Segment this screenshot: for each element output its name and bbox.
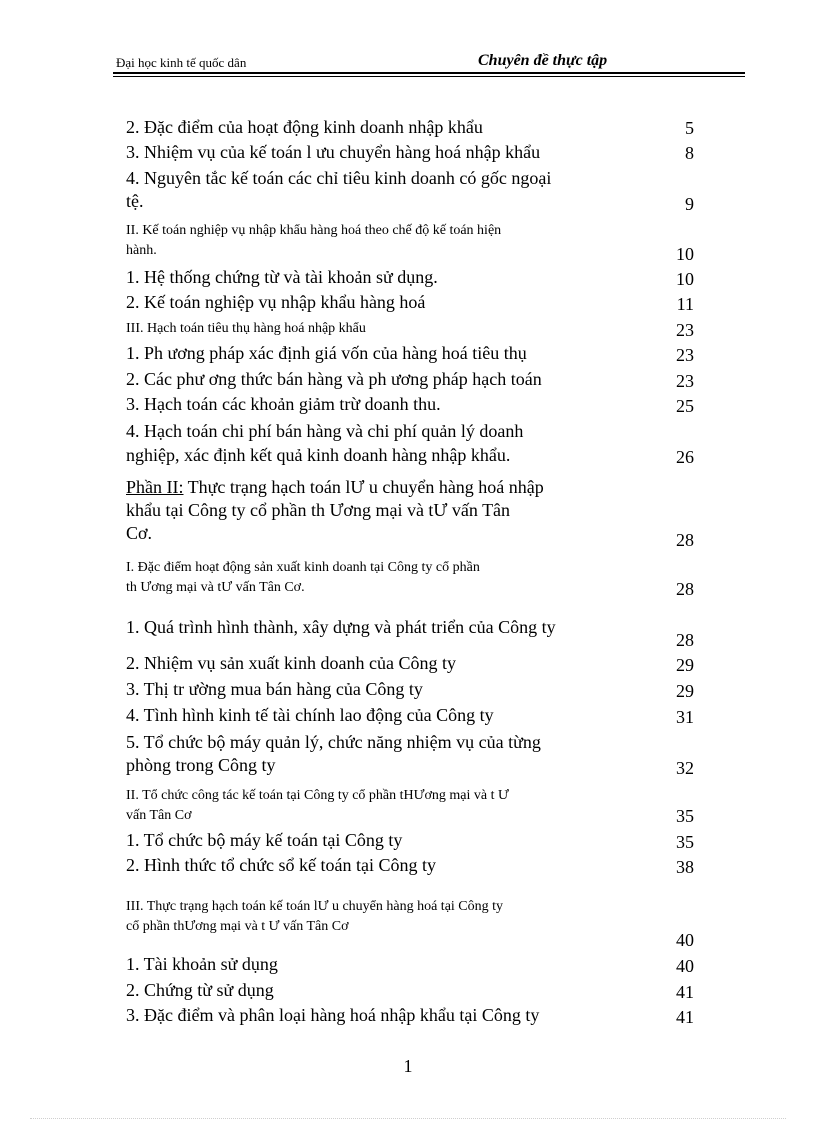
toc-entry-page: 26 (676, 447, 694, 467)
toc-entry-page: 23 (676, 371, 694, 391)
toc-entry-text: 3. Nhiệm vụ của kế toán l ưu chuyển hàng hoá nhập khẩu (126, 142, 541, 162)
toc-entry-page: 41 (676, 982, 694, 1002)
toc-entry-page: 29 (676, 681, 694, 701)
toc-entry-page: 23 (676, 345, 694, 365)
toc-section-text: III. Hạch toán tiêu thụ hàng hoá nhập khẩu (126, 321, 366, 336)
toc-entry-page: 5 (685, 118, 694, 138)
part-label: Phần II: (126, 477, 184, 497)
toc-entry-text: 1. Quá trình hình thành, xây dựng và phát triển của Công ty (126, 617, 556, 637)
toc-entry-text: 4. Nguyên tắc kế toán các chỉ tiêu kinh doanh có gốc ngoại (126, 168, 552, 188)
toc-entry-page: 25 (676, 396, 694, 416)
toc-entry-page: 40 (676, 930, 694, 950)
toc-entry-text-cont: nghiệp, xác định kết quả kinh doanh hàng nhập khẩu. (126, 445, 511, 465)
toc-section-text: II. Tổ chức công tác kế toán tại Công ty cổ phần tHƯơng mại và t Ư (126, 788, 509, 803)
toc-entry-text: 2. Chứng từ sử dụng (126, 980, 274, 1000)
toc-entry-text: 1. Tài khoản sử dụng (126, 954, 278, 974)
toc-entry-text: 3. Đặc điểm và phân loại hàng hoá nhập khẩu tại Công ty (126, 1005, 540, 1025)
toc-entry-text: 2. Các phư ơng thức bán hàng và ph ương pháp hạch toán (126, 369, 542, 389)
toc-section-text: I. Đặc điểm hoạt động sản xuất kinh doanh tại Công ty cổ phần (126, 560, 480, 575)
toc-section-text-cont: vấn Tân Cơ (126, 808, 192, 823)
header-institution: Đại học kinh tế quốc dân (116, 55, 247, 70)
toc-entry-page: 8 (685, 143, 694, 163)
toc-entry-page: 10 (676, 269, 694, 289)
toc-entry-text-cont: tệ. (126, 191, 144, 211)
toc-entry-page: 29 (676, 655, 694, 675)
toc-entry-page: 38 (676, 857, 694, 877)
toc-entry-page: 35 (676, 832, 694, 852)
toc-entry-text: 2. Kế toán nghiệp vụ nhập khẩu hàng hoá (126, 292, 426, 312)
toc-entry-text: 2. Đặc điểm của hoạt động kinh doanh nhập khẩu (126, 117, 483, 137)
toc-entry-text: 1. Hệ thống chứng từ và tài khoản sử dụng. (126, 267, 438, 287)
toc-part-heading (126, 476, 596, 498)
toc-entry-page: 41 (676, 1007, 694, 1027)
toc-entry-text: 2. Nhiệm vụ sản xuất kinh doanh của Công ty (126, 653, 456, 673)
toc-entry-page: 10 (676, 244, 694, 264)
toc-entry-text: 3. Hạch toán các khoản giảm trừ doanh thu. (126, 394, 441, 414)
toc-entry-page: 28 (676, 630, 694, 650)
toc-entry-text: 1. Ph ương pháp xác định giá vốn của hàng hoá tiêu thụ (126, 343, 527, 363)
toc-section-text: III. Thực trạng hạch toán kế toán lƯ u chuyển hàng hoá tại Công ty (126, 899, 504, 914)
toc-entry-page: 28 (676, 579, 694, 599)
part-title: Thực trạng hạch toán lƯ u chuyển hàng hoá nhập (183, 477, 544, 497)
toc-entry-text: 1. Tổ chức bộ máy kế toán tại Công ty (126, 830, 403, 850)
toc-entry-text: 5. Tổ chức bộ máy quản lý, chức năng nhiệm vụ của từng (126, 732, 541, 752)
toc-entry-page: 32 (676, 758, 694, 778)
toc-entry-text-cont: phòng trong Công ty (126, 755, 276, 775)
toc-section-text: II. Kế toán nghiệp vụ nhập khẩu hàng hoá theo chế độ kế toán hiện (126, 223, 502, 238)
toc-part-heading-cont: khẩu tại Công ty cổ phần th Ương mại và tƯ vấn Tân (126, 500, 511, 520)
toc-entry-page: 31 (676, 707, 694, 727)
toc-entry-page: 40 (676, 956, 694, 976)
toc-entry-text: 3. Thị tr ường mua bán hàng của Công ty (126, 679, 423, 699)
toc-entry-page: 11 (676, 294, 694, 314)
toc-section-text-cont: th Ương mại và tƯ vấn Tân Cơ. (126, 580, 305, 595)
toc-part-heading-cont: Cơ. (126, 523, 153, 543)
page-number: 1 (403, 1056, 413, 1076)
toc-entry-page: 9 (685, 194, 694, 214)
toc-entry-page: 28 (676, 530, 694, 550)
header-title: Chuyên đề thực tập (478, 52, 608, 69)
toc-entry-text: 4. Hạch toán chi phí bán hàng và chi phí quản lý doanh (126, 421, 524, 441)
toc-entry-page: 23 (676, 320, 694, 340)
toc-entry-page: 35 (676, 806, 694, 826)
toc-section-text-cont: hành. (126, 243, 157, 258)
toc-entry-text: 2. Hình thức tổ chức sổ kế toán tại Công ty (126, 855, 436, 875)
page-edge-divider (30, 1118, 786, 1119)
toc-entry-text: 4. Tình hình kinh tế tài chính lao động của Công ty (126, 705, 494, 725)
toc-section-text-cont: cổ phần thƯơng mại và t Ư vấn Tân Cơ (126, 919, 349, 934)
